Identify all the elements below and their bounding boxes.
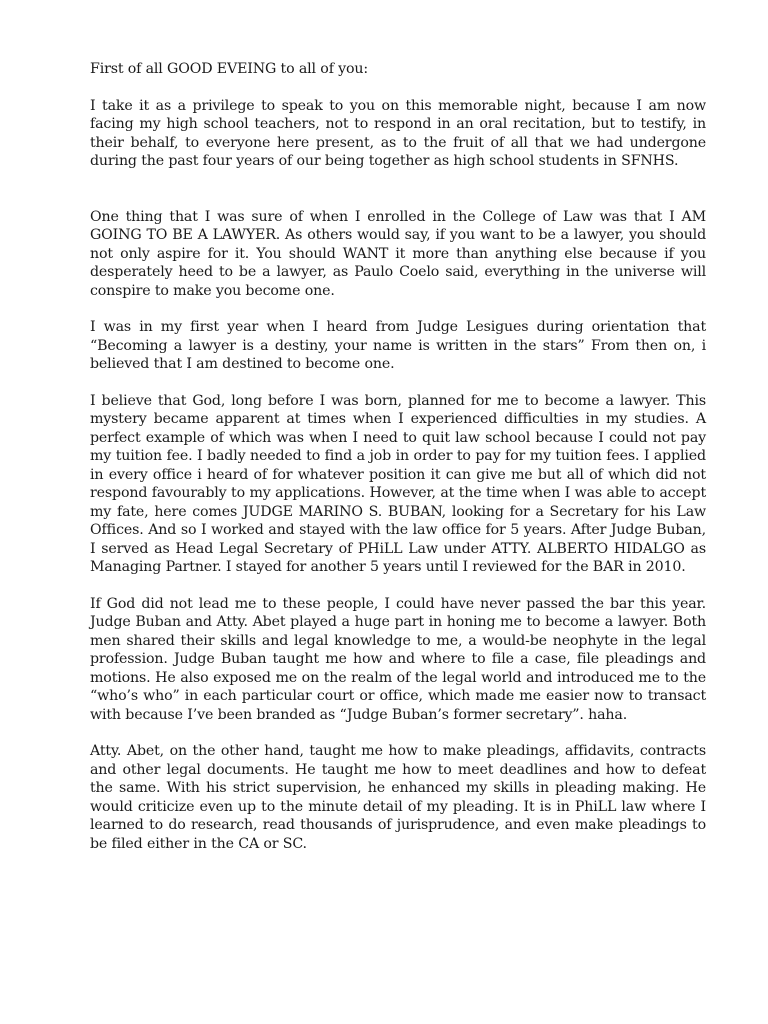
paragraph-god-planned: I believe that God, long before I was born, planned for me to become a lawyer. This mystery became apparent at times when I experienced difficulties in my studies. A perfect example of which was when I need to quit law school because I could not pay my tuition fee. I badly needed to find a job in order to pay for my tuition fees. I applied in every office i heard of for whatever position it can give me but all of which did not respond favourably to my applications. However, at the time when I was able to accept my fate, here comes JUDGE MARINO S. BUBAN, looking for a Secretary for his Law Offices. And so I worked and stayed with the law office for 5 years. After Judge Buban, I served as Head Legal Secretary of PHiLL Law under ATTY. ALBERTO HIDALGO as Managing Partner. I stayed for another 5 years until I reviewed for the BAR in 2010.: [90, 392, 706, 575]
paragraph-first-year: I was in my first year when I heard from Judge Lesigues during orientation that “Becoming a lawyer is a destiny, your name is written in the stars” From then on, i believed that I am destined to become one.: [90, 319, 706, 372]
speech-document: [90, 60, 706, 853]
paragraph-college-of-law: One thing that I was sure of when I enrolled in the College of Law was that I AM GOING TO BE A LAWYER. As others would say, if you want to be a lawyer, you should not only aspire for it. You should WANT it more than anything else because if you desperately heed to be a lawyer, as Paulo Coelo said, everything in the universe will conspire to make you become one.: [90, 208, 706, 299]
paragraph-privilege: I take it as a privilege to speak to you on this memorable night, because I am now facing my high school teachers, not to respond in an oral recitation, but to testify, in their behalf, to everyone here present, as to the fruit of all that we had undergone during the past four years of our being together as high school students in SFNHS.: [90, 97, 706, 169]
paragraph-atty-abet: Atty. Abet, on the other hand, taught me how to make pleadings, affidavits, contracts and other legal documents. He taught me how to meet deadlines and how to defeat the same. With his strict supervision, he enhanced my skills in pleading making. He would criticize even up to the minute detail of my pleading. It is in PhiLL law where I learned to do research, read thousands of jurisprudence, and even make pleadings to be filed either in the CA or SC.: [90, 743, 706, 852]
greeting-line: First of all GOOD EVEING to all of you:: [90, 61, 369, 77]
paragraph-passed-bar: If God did not lead me to these people, I could have never passed the bar this year. Judge Buban and Atty. Abet played a huge part in honing me to become a lawyer. Both men shared their skills and legal knowledge to me, a would-be neophyte in the legal profession. Judge Buban taught me how and where to file a case, file pleadings and motions. He also exposed me on the realm of the legal world and introduced me to the “who’s who” in each particular court or office, which made me easier now to transact with because I’ve been branded as “Judge Buban’s former secretary”. haha.: [90, 595, 706, 723]
